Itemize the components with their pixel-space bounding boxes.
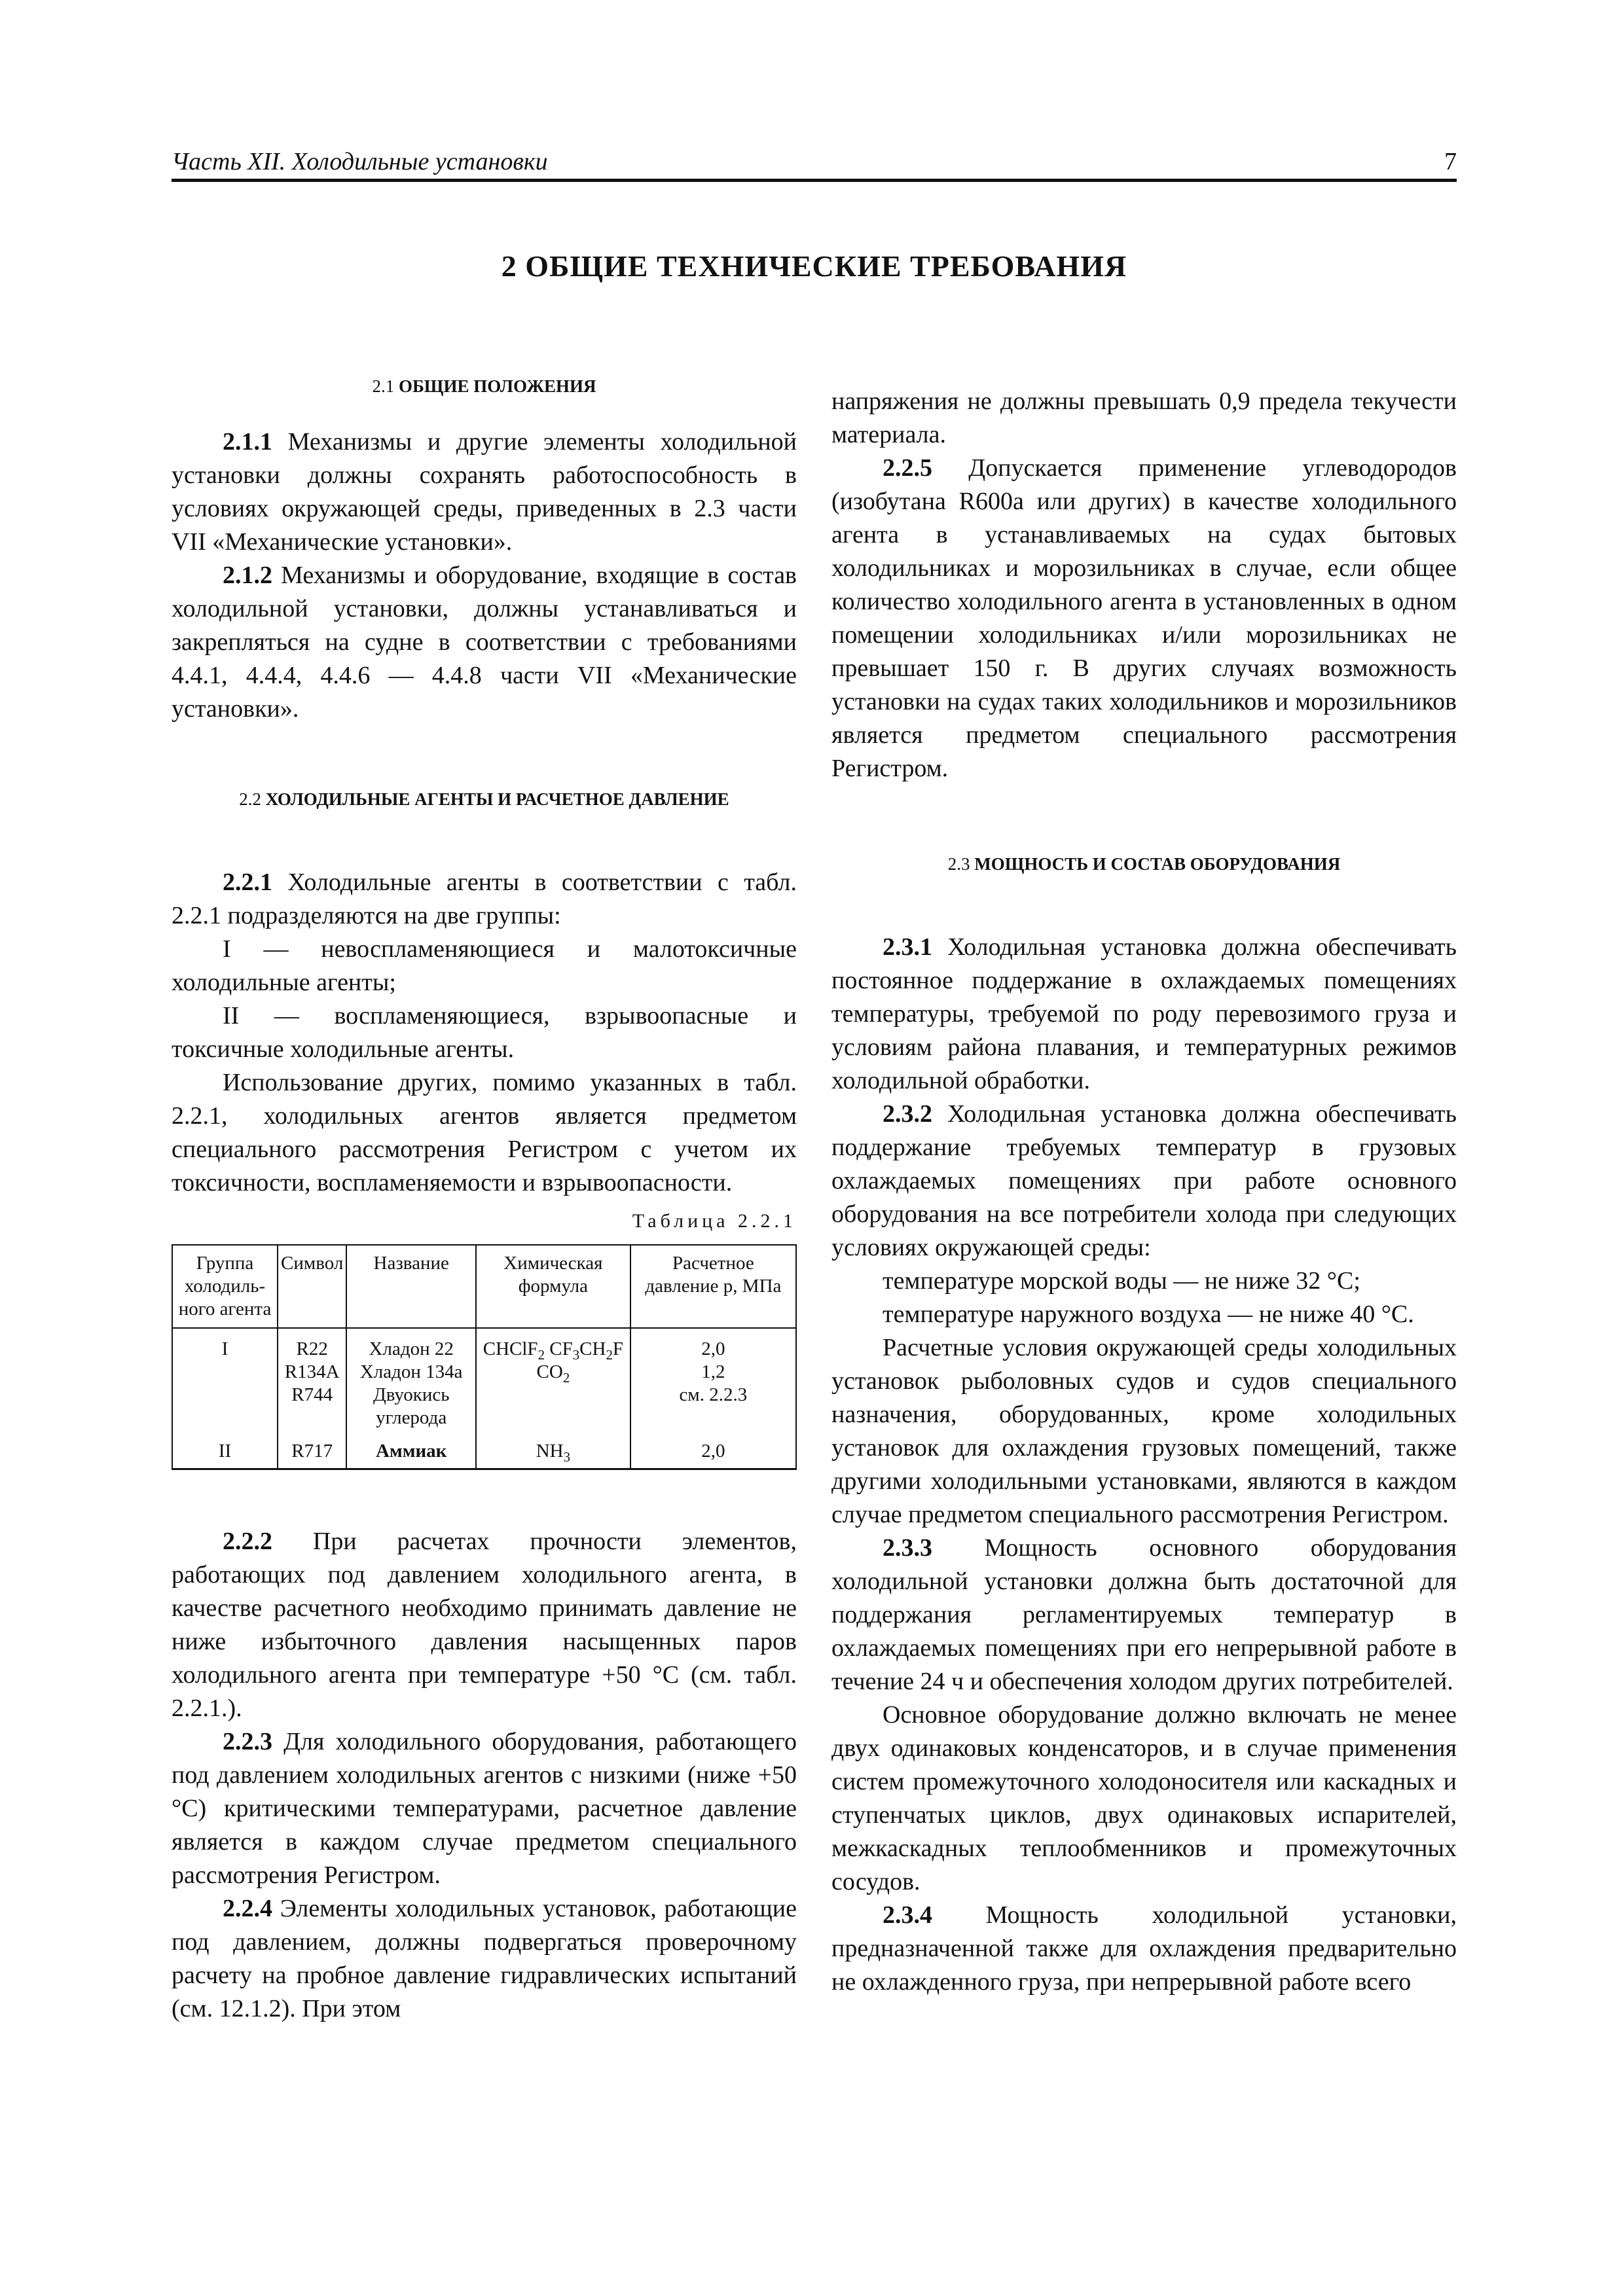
paragraph-text: При расчетах прочности элементов, работающих под давлением холодильного агента, в качестве расчетного необходимо принимать давление не ниже избыточного давления насыщенных паров холодильного агента при температуре +50 °C (см. табл. 2.2.1.).	[172, 1528, 797, 1722]
paragraph-number: 2.2.4	[223, 1895, 272, 1922]
paragraph-2-3-1	[831, 931, 1457, 1098]
table-cell-name: Аммиак	[346, 1435, 476, 1469]
section-number: 2.1	[372, 376, 395, 396]
symbol: R22	[296, 1338, 328, 1359]
symbol: R744	[291, 1384, 333, 1405]
table-cell-symbol: R717	[278, 1435, 346, 1469]
running-header	[172, 147, 1457, 180]
paragraph-2-2-3	[172, 1725, 797, 1892]
header-rule	[172, 179, 1457, 182]
name: Двуокись углерода	[373, 1384, 450, 1428]
paragraph-text: Холодильные агенты в соответствии с табл. 2.2.1 подразделяются на две группы:	[172, 869, 797, 929]
right-column	[831, 385, 1457, 1999]
table-cell-name	[346, 1328, 476, 1435]
paragraph-group-ii: II — воспламеняющиеся, взрывоопасные и токсичные холодильные агенты.	[172, 1002, 797, 1063]
paragraph-2-3-2	[831, 1098, 1457, 1265]
header-title: Часть XII. Холодильные установки	[172, 148, 548, 175]
pressure: см. 2.2.3	[679, 1384, 748, 1405]
paragraph-number: 2.3.2	[883, 1100, 932, 1128]
section-heading-2-1	[172, 373, 797, 399]
paragraph-text: Элементы холодильных установок, работающие под давлением, должны подвергаться проверочному расчету на пробное давление гидравлических испытаний (см. 12.1.2). При этом	[172, 1895, 797, 2022]
table-header-cell: Расчетное давление p, МПа	[630, 1245, 796, 1328]
section-title: ХОЛОДИЛЬНЫЕ АГЕНТЫ И РАСЧЕТНОЕ ДАВЛЕНИЕ	[265, 789, 729, 809]
section-heading-2-2	[172, 786, 797, 812]
table-cell-formula: $NH_3$	[476, 1435, 630, 1469]
paragraph-design-conditions: Расчетные условия окружающей среды холодильных установок рыболовных судов и судов специального назначения, оборудованных, кроме холодильных установок для охлаждения грузовых помещений, также другими холодильными установками, являются в каждом случае предметом специального рассмотрения Регистром.	[831, 1334, 1457, 1528]
name: Хладон 134а	[359, 1361, 463, 1382]
paragraph-text: Холодильная установка должна обеспечивать постоянное поддержание в охлаждаемых помещениях температуры, требуемой по роду перевозимого груза и условиям района плавания, и температурных режимов холодильной обработки.	[831, 933, 1457, 1094]
table-header-cell: Группа холодиль-ного агента	[172, 1245, 278, 1328]
paragraph-2-3-3	[831, 1532, 1457, 1698]
table-header-cell: Символ	[278, 1245, 346, 1328]
paragraph-text: Для холодильного оборудования, работающего под давлением холодильных агентов с низкими (ниже +50 °C) критическими температурами, расчетное давление является в каждом случае предметом специального рассмотрения Регистром.	[172, 1728, 797, 1889]
paragraph-number: 2.2.5	[883, 454, 932, 482]
table-header-cell: Химическая формула	[476, 1245, 630, 1328]
paragraph-number: 2.3.4	[883, 1901, 932, 1929]
table-header-cell: Название	[346, 1245, 476, 1328]
paragraph-2-3-4	[831, 1899, 1457, 1999]
chapter-title: 2 ОБЩИЕ ТЕХНИЧЕСКИЕ ТРЕБОВАНИЯ	[501, 249, 1127, 283]
table-cell-formula: CHClF$_2$ $CF_3CH_2F$ $CO_2$	[476, 1328, 630, 1435]
section-number: 2.2	[239, 789, 262, 809]
paragraph-number: 2.2.1	[223, 869, 272, 896]
refrigerant-table	[172, 1244, 797, 1470]
paragraph-text: Холодильная установка должна обеспечивать поддержание требуемых температур в грузовых охлаждаемых помещениях при работе основного оборудования на все потребители холода при следующих условиях окружающей среды:	[831, 1100, 1457, 1261]
table-label: Таблица 2.2.1	[632, 1210, 797, 1232]
paragraph-other-agents: Использование других, помимо указанных в табл. 2.2.1, холодильных агентов является предметом специального рассмотрения Регистром с учетом их токсичности, воспламеняемости и взрывоопасности.	[172, 1069, 797, 1196]
table-cell-symbol	[278, 1328, 346, 1435]
table-cell-group: I	[172, 1328, 278, 1435]
table-row	[172, 1435, 796, 1469]
paragraph-sea-water: температуре морской воды — не ниже 32 °C;	[883, 1267, 1360, 1295]
paragraph-group-i: I — невоспламеняющиеся и малотоксичные холодильные агенты;	[172, 935, 797, 996]
section-title: МОЩНОСТЬ И СОСТАВ ОБОРУДОВАНИЯ	[974, 854, 1341, 874]
paragraph-number: 2.1.2	[223, 562, 272, 589]
paragraph-2-2-5	[831, 452, 1457, 785]
table-cell-pressure	[630, 1328, 796, 1435]
name: Хладон 22	[369, 1338, 454, 1359]
pressure: 1,2	[701, 1361, 725, 1382]
left-column	[172, 373, 797, 2026]
table-row	[172, 1328, 796, 1435]
table-cell-pressure: 2,0	[630, 1435, 796, 1469]
paragraph-text: Мощность основного оборудования холодильной установки должна быть достаточной для поддержания регламентируемых температур в охлаждаемых помещениях при его непрерывной работе в течение 24 ч и обеспечения холодом других потребителей.	[831, 1534, 1457, 1695]
paragraph-number: 2.2.3	[223, 1728, 272, 1755]
paragraph-text: Механизмы и другие элементы холодильной установки должны сохранять работоспособность в условиях окружающей среды, приведенных в 2.3 части VII «Механические установки».	[172, 428, 797, 556]
paragraph-number: 2.3.1	[883, 933, 932, 961]
section-title: ОБЩИЕ ПОЛОЖЕНИЯ	[398, 376, 596, 396]
paragraph-2-1-1	[172, 425, 797, 559]
table-header-row	[172, 1245, 796, 1328]
paragraph-continued: напряжения не должны превышать 0,9 предела текучести материала.	[831, 387, 1457, 448]
table-cell-group: II	[172, 1435, 278, 1469]
paragraph-number: 2.3.3	[883, 1534, 932, 1562]
paragraph-2-2-1	[172, 866, 797, 933]
paragraph-2-2-4	[172, 1892, 797, 2026]
paragraph-number: 2.1.1	[223, 428, 272, 456]
paragraph-text: Допускается применение углеводородов (изобутана R600a или других) в качестве холодильного агента в устанавливаемых на судах бытовых холодильниках и морозильниках в случае, если общее количество холодильного агента в установленных в одном помещении холодильниках и/или морозильниках не превышает 150 г. В других случаях возможность установки на судах таких холодильников и морозильников является предметом специального рассмотрения Регистром.	[831, 454, 1457, 782]
page-number: 7	[1444, 148, 1457, 175]
paragraph-number: 2.2.2	[223, 1528, 272, 1555]
section-number: 2.3	[947, 854, 970, 874]
paragraph-text: Механизмы и оборудование, входящие в состав холодильной установки, должны устанавливаться и закрепляться на судне в соответствии с требованиями 4.4.1, 4.4.4, 4.4.6 — 4.4.8 части VII «Механические установки».	[172, 562, 797, 723]
paragraph-2-2-2	[172, 1525, 797, 1725]
symbol: R134A	[284, 1361, 340, 1382]
paragraph-main-equipment: Основное оборудование должно включать не менее двух одинаковых конденсаторов, и в случае применения систем промежуточного холодоносителя или каскадных и ступенчатых циклов, двух одинаковых испарителей, межкаскадных теплообменников и промежуточных сосудов.	[831, 1701, 1457, 1895]
paragraph-text: Мощность холодильной установки, предназначенной также для охлаждения предварительно не охлажденного груза, при непрерывной работе всего	[831, 1901, 1457, 1996]
paragraph-outside-air: температуре наружного воздуха — не ниже 40 °C.	[883, 1300, 1414, 1328]
pressure: 2,0	[701, 1338, 725, 1359]
paragraph-2-1-2	[172, 559, 797, 726]
section-heading-2-3	[831, 851, 1457, 877]
